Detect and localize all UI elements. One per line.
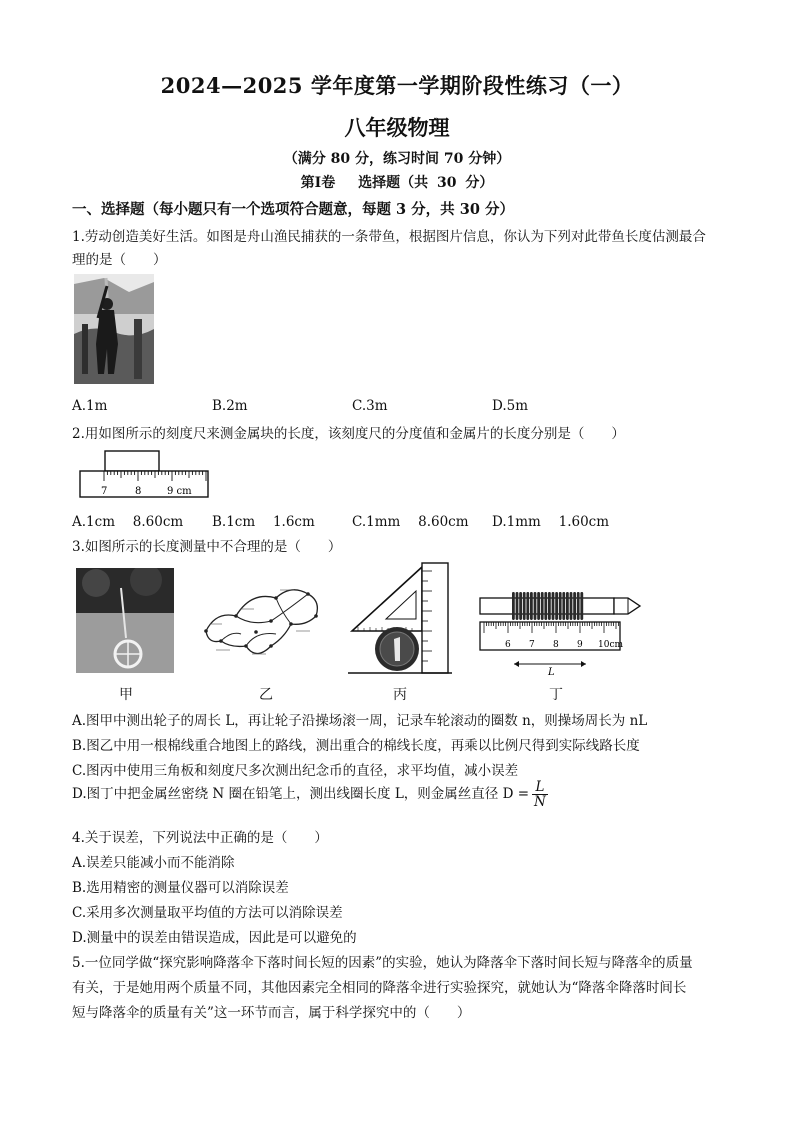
- ruler-figure: [78, 448, 210, 500]
- q2-text: 2.用如图所示的刻度尺来测金属块的长度，该刻度尺的分度值和金属片的长度分别是（ ）: [72, 426, 625, 442]
- ruler-label-8: 8: [135, 486, 142, 497]
- fraction-l-over-n: [532, 780, 548, 809]
- exam-note: （满分 80 分，练习时间 70 分钟）: [283, 151, 511, 167]
- q2-option-d[interactable]: D.1mm 1.60cm: [492, 514, 610, 530]
- q1-option-d[interactable]: D.5m: [492, 398, 529, 414]
- q4-option-b[interactable]: B.选用精密的测量仪器可以消除误差: [72, 880, 289, 896]
- fraction-denominator: N: [534, 794, 546, 811]
- figure-ding-coiled-wire: [478, 586, 642, 678]
- q3-text: 3.如图所示的长度测量中不合理的是（ ）: [72, 539, 342, 555]
- section-heading: 一、选择题（每小题只有一个选项符合题意，每题 3 分，共 30 分）: [72, 201, 514, 218]
- q5-line1: 5.一位同学做“探究影响降落伞下落时间长短的因素”的实验，她认为降落伞下落时间长短与降落伞的质量: [72, 955, 693, 971]
- caption-yi: 乙: [259, 687, 273, 703]
- q3-option-d: D.图丁中把金属丝密绕 N 圈在铅笔上，测出线圈长度 L，则金属丝直径 D =: [72, 786, 530, 803]
- q1-option-b[interactable]: B.2m: [212, 398, 248, 414]
- ding-label-7: 7: [529, 640, 535, 650]
- q1-option-a[interactable]: A.1m: [72, 398, 108, 414]
- q2-option-b[interactable]: B.1cm 1.6cm: [212, 514, 315, 530]
- exam-title: 2024—2025 学年度第一学期阶段性练习（一）: [160, 73, 634, 98]
- ding-label-8: 8: [553, 640, 559, 650]
- q1-line2: 理的是（ ）: [72, 252, 167, 268]
- caption-bing: 丙: [393, 687, 407, 703]
- caption-jia: 甲: [119, 687, 133, 703]
- caption-ding: 丁: [549, 687, 563, 703]
- ding-label-L: L: [548, 667, 555, 678]
- q5-line2: 有关，于是她用两个质量不同，其他因素完全相同的降落伞进行实验探究，就她认为“降落伞降落时间长: [72, 980, 687, 996]
- ding-label-9: 9: [577, 640, 583, 650]
- ding-label-10cm: 10cm: [598, 640, 624, 650]
- ruler-label-7: 7: [101, 486, 108, 497]
- q3-option-a[interactable]: A.图甲中测出轮子的周长 L，再让轮子沿操场滚一周，记录车轮滚动的圈数 n，则操场周长为 nL: [72, 713, 648, 729]
- q4-option-c[interactable]: C.采用多次测量取平均值的方法可以消除误差: [72, 905, 343, 921]
- q2-option-c[interactable]: C.1mm 8.60cm: [352, 514, 469, 530]
- q4-text: 4.关于误差，下列说法中正确的是（ ）: [72, 830, 328, 846]
- q1-option-c[interactable]: C.3m: [352, 398, 388, 414]
- fisherman-photo: [74, 274, 154, 384]
- subject-title: 八年级物理: [344, 115, 450, 140]
- q3-option-c[interactable]: C.图丙中使用三角板和刻度尺多次测出纪念币的直径，求平均值，减小误差: [72, 763, 519, 779]
- ding-label-6: 6: [505, 640, 511, 650]
- part-heading: 第Ⅰ卷 选择题（共 30 分）: [300, 175, 494, 191]
- figure-jia-wheel-photo: [76, 568, 174, 673]
- q3-option-d-row[interactable]: [72, 780, 548, 809]
- q4-option-a[interactable]: A.误差只能减小而不能消除: [72, 855, 235, 871]
- q4-option-d[interactable]: D.测量中的误差由错误造成，因此是可以避免的: [72, 930, 357, 946]
- q3-option-b[interactable]: B.图乙中用一根棉线重合地图上的路线，测出重合的棉线长度，再乘以比例尺得到实际线路长度: [72, 738, 640, 754]
- ruler-label-9cm: 9 cm: [167, 486, 192, 497]
- figure-bing-coin-measure: [348, 561, 452, 676]
- q1-line1: 1.劳动创造美好生活。如图是舟山渔民捕获的一条带鱼，根据图片信息，你认为下列对此带鱼长度估测最合: [72, 229, 706, 245]
- fraction-numerator: L: [532, 780, 548, 795]
- q5-line3: 短与降落伞的质量有关”这一环节而言，属于科学探究中的（ ）: [72, 1005, 471, 1021]
- figure-yi-route-map: [196, 576, 336, 666]
- q2-option-a[interactable]: A.1cm 8.60cm: [72, 514, 184, 530]
